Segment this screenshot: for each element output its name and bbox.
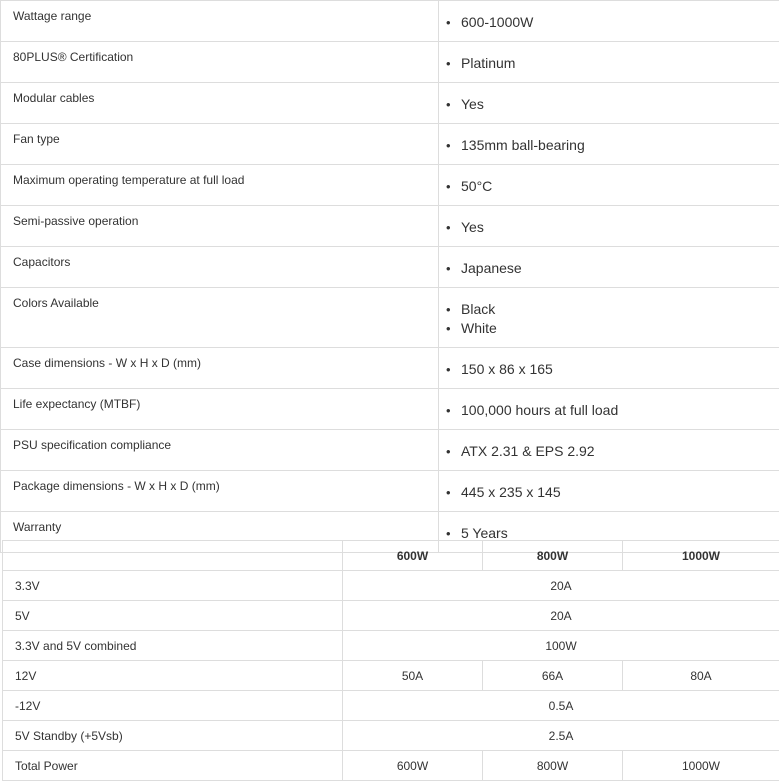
spec-value	[439, 124, 779, 165]
spec-value-item: • Yes	[461, 95, 779, 114]
spec-value-item: • 150 x 86 x 165	[461, 360, 779, 379]
spec-value	[439, 42, 779, 83]
spec-label: Wattage range	[1, 1, 439, 42]
spec-row	[1, 206, 779, 247]
spec-value-list	[439, 259, 779, 278]
spec-row	[1, 471, 779, 512]
rail-row	[3, 721, 779, 751]
spec-value-item: • 445 x 235 x 145	[461, 483, 779, 502]
spec-row	[1, 42, 779, 83]
rail-value-cell: 0.5A	[343, 691, 779, 721]
rail-value-cell: 100W	[343, 631, 779, 661]
rail-value-cell: 66A	[483, 661, 623, 691]
spec-row	[1, 389, 779, 430]
rail-value-cell: 2.5A	[343, 721, 779, 751]
spec-value-item: • White	[461, 319, 779, 338]
spec-value-list	[439, 177, 779, 196]
rail-value-cell: 80A	[623, 661, 779, 691]
rail-header-1000w: 1000W	[623, 541, 779, 571]
spec-label: Semi-passive operation	[1, 206, 439, 247]
spec-label: Fan type	[1, 124, 439, 165]
spec-value-item: • 5 Years	[461, 524, 779, 543]
spec-row	[1, 247, 779, 288]
spec-value-list	[439, 300, 779, 338]
spec-label: Maximum operating temperature at full load	[1, 165, 439, 206]
rail-value-cell: 800W	[483, 751, 623, 781]
spec-label: Capacitors	[1, 247, 439, 288]
spec-value	[439, 165, 779, 206]
spec-row	[1, 288, 779, 348]
spec-value-list	[439, 401, 779, 420]
spec-label: Warranty	[1, 512, 439, 553]
spec-value	[439, 288, 779, 348]
spec-value	[439, 471, 779, 512]
rail-name-cell: 5V	[3, 601, 343, 631]
spec-value-list	[439, 442, 779, 461]
spec-value-item: • Yes	[461, 218, 779, 237]
spec-value-item: • 100,000 hours at full load	[461, 401, 779, 420]
spec-value-item: • 600-1000W	[461, 13, 779, 32]
spec-label: Case dimensions - W x H x D (mm)	[1, 348, 439, 389]
rail-header-row	[3, 541, 779, 571]
rail-name-cell: 3.3V	[3, 571, 343, 601]
spec-label: Colors Available	[1, 288, 439, 348]
rail-value-cell: 600W	[343, 751, 483, 781]
rail-value-cell: 20A	[343, 601, 779, 631]
spec-value-item: • ATX 2.31 & EPS 2.92	[461, 442, 779, 461]
rail-name-cell: 12V	[3, 661, 343, 691]
rail-header-600w: 600W	[343, 541, 483, 571]
spec-value	[439, 348, 779, 389]
rail-name-cell: 5V Standby (+5Vsb)	[3, 721, 343, 751]
spec-value-list	[439, 136, 779, 155]
rail-name-cell: 3.3V and 5V combined	[3, 631, 343, 661]
spec-label: PSU specification compliance	[1, 430, 439, 471]
rail-header-blank	[3, 541, 343, 571]
spec-value	[439, 1, 779, 42]
spec-row	[1, 165, 779, 206]
rail-row	[3, 661, 779, 691]
spec-value-item: • Black	[461, 300, 779, 319]
rail-row	[3, 631, 779, 661]
rail-header-800w: 800W	[483, 541, 623, 571]
rail-row	[3, 571, 779, 601]
spec-value-list	[439, 95, 779, 114]
rail-name-cell: Total Power	[3, 751, 343, 781]
spec-label: 80PLUS® Certification	[1, 42, 439, 83]
spec-row	[1, 124, 779, 165]
rail-row	[3, 751, 779, 781]
spec-value-item: • Platinum	[461, 54, 779, 73]
spec-value-list	[439, 54, 779, 73]
spec-value	[439, 247, 779, 288]
spec-value-list	[439, 13, 779, 32]
spec-value	[439, 389, 779, 430]
spec-value	[439, 430, 779, 471]
spec-row	[1, 430, 779, 471]
spec-value-list	[439, 483, 779, 502]
spec-value-list	[439, 360, 779, 379]
spec-label: Life expectancy (MTBF)	[1, 389, 439, 430]
spec-row	[1, 83, 779, 124]
spec-value	[439, 206, 779, 247]
rail-value-cell: 1000W	[623, 751, 779, 781]
spec-row	[1, 1, 779, 42]
spec-value-list	[439, 218, 779, 237]
spec-label: Modular cables	[1, 83, 439, 124]
rail-row	[3, 691, 779, 721]
spec-value	[439, 83, 779, 124]
spec-value-item: • 135mm ball-bearing	[461, 136, 779, 155]
rail-value-cell: 50A	[343, 661, 483, 691]
spec-label: Package dimensions - W x H x D (mm)	[1, 471, 439, 512]
rail-row	[3, 601, 779, 631]
spec-value-item: • Japanese	[461, 259, 779, 278]
rail-value-cell: 20A	[343, 571, 779, 601]
rail-table	[2, 540, 779, 781]
spec-value-item: • 50°C	[461, 177, 779, 196]
spec-row	[1, 348, 779, 389]
rail-name-cell: -12V	[3, 691, 343, 721]
